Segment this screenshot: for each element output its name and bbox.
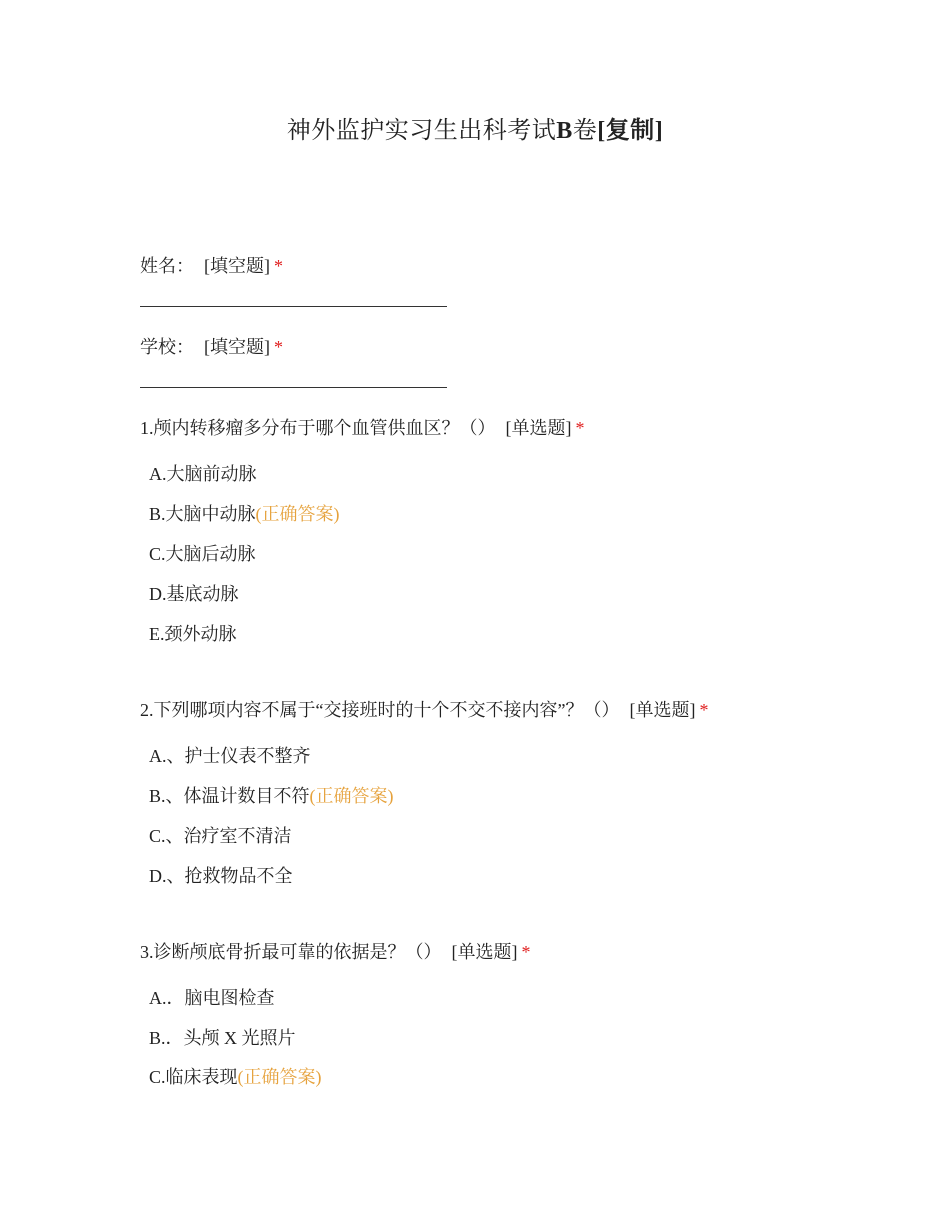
question-2 [140,696,708,722]
option-q1-b[interactable] [149,500,340,526]
option-label: E.颈外动脉 [149,624,237,644]
option-q1-a[interactable] [149,460,257,486]
option-q2-a[interactable] [149,742,311,768]
option-q1-c[interactable] [149,540,256,566]
name-field-label [140,252,283,278]
field-type: [填空题] [204,337,270,357]
option-label: B.大脑中动脉 [149,504,256,524]
option-label: D.基底动脉 [149,584,239,604]
correct-answer-tag: (正确答案) [237,1067,322,1087]
required-mark: * [699,700,709,720]
option-q2-b[interactable] [149,782,394,808]
question-type: [单选题] [629,700,696,720]
option-label: A.．脑电图检查 [149,988,275,1008]
option-q2-d[interactable] [149,862,293,888]
option-label: A.大脑前动脉 [149,464,257,484]
title-paper-letter: B [556,118,573,144]
correct-answer-tag: (正确答案) [309,786,394,806]
required-mark: * [521,942,531,962]
page-title [0,110,950,145]
name-input-line[interactable] [140,306,447,307]
option-label: B.．头颅 X 光照片 [149,1028,296,1048]
option-q2-c[interactable] [149,822,292,848]
title-copy-tag: [复制] [597,118,664,144]
option-label: C.、治疗室不清洁 [149,826,292,846]
option-q3-b[interactable] [149,1024,296,1050]
school-field-label [140,333,283,359]
required-mark: * [274,256,283,276]
option-label: C.大脑后动脉 [149,544,256,564]
field-label: 学校： [140,337,194,357]
field-label: 姓名： [140,256,194,276]
question-1 [140,414,585,440]
field-type: [填空题] [204,256,270,276]
question-text: 2.下列哪项内容不属于“交接班时的十个不交不接内容”？（） [140,700,620,720]
school-input-line[interactable] [140,387,447,388]
option-q1-e[interactable] [149,620,237,646]
question-text: 3.诊断颅底骨折最可靠的依据是？（） [140,942,442,962]
option-label: B.、体温计数目不符 [149,786,310,806]
required-mark: * [575,418,585,438]
title-text: 神外监护实习生出科考试 [286,118,557,144]
question-3 [140,938,531,964]
question-type: [单选题] [451,942,518,962]
required-mark: * [274,337,283,357]
correct-answer-tag: (正确答案) [255,504,340,524]
option-q1-d[interactable] [149,580,239,606]
title-paper-suffix: 卷 [572,118,598,144]
option-label: C.临床表现 [149,1067,238,1087]
option-label: A.、护士仪表不整齐 [149,746,311,766]
option-label: D.、抢救物品不全 [149,866,293,886]
question-text: 1.颅内转移瘤多分布于哪个血管供血区？（） [140,418,496,438]
option-q3-c[interactable] [149,1063,322,1089]
option-q3-a[interactable] [149,984,275,1010]
question-type: [单选题] [505,418,572,438]
